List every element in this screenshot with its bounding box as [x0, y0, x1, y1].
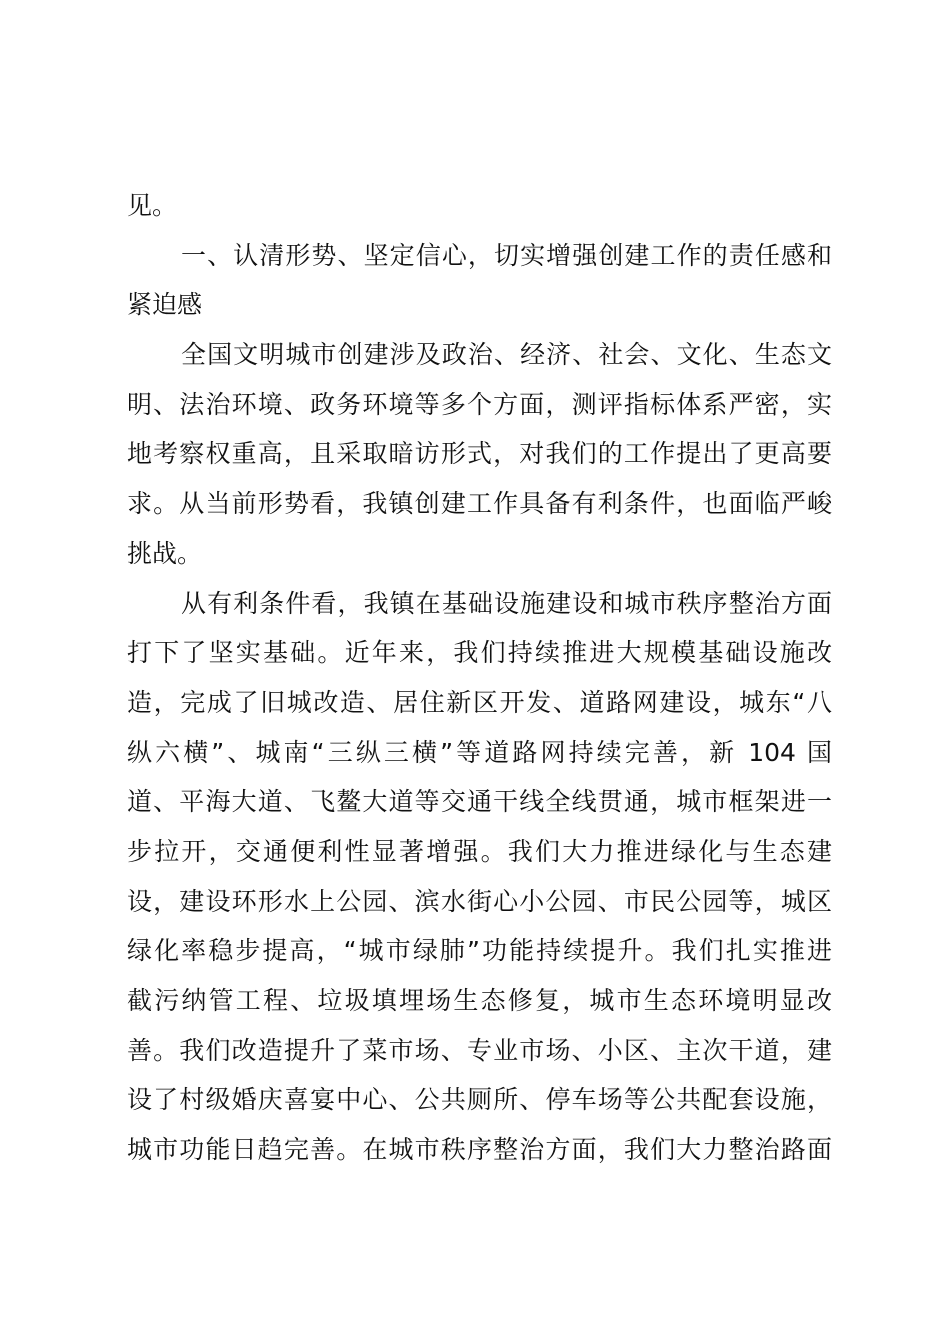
text-line: 善。我们改造提升了菜市场、专业市场、小区、主次干道，建 [127, 1035, 832, 1065]
text-line: 见。 [127, 191, 178, 220]
text-line: 明、法治环境、政务环境等多个方面，测评指标体系严密，实 [127, 389, 832, 419]
text-line: 设，建设环形水上公园、滨水街心小公园、市民公园等，城区 [127, 886, 832, 916]
text-line: 绿化率稳步提高，“城市绿肺”功能持续提升。我们扎实推进 [127, 936, 832, 966]
text-line: 步拉开，交通便利性显著增强。我们大力推进绿化与生态建 [127, 836, 832, 866]
text-line: 城市功能日趋完善。在城市秩序整治方面，我们大力整治路面 [127, 1135, 832, 1165]
paragraph-start: 全国文明城市创建涉及政治、经济、社会、文化、生态文 [181, 340, 832, 370]
section-heading: 一、认清形势、坚定信心，切实增强创建工作的责任感和 [181, 240, 832, 270]
text-line: 打下了坚实基础。近年来，我们持续推进大规模基础设施改 [127, 638, 832, 668]
text-line: 道、平海大道、飞鳌大道等交通干线全线贯通，城市框架进一 [127, 787, 832, 817]
text-line: 挑战。 [127, 538, 203, 568]
text-line: 截污纳管工程、垃圾填埋场生态修复，城市生态环境明显改 [127, 986, 832, 1015]
text-line: 纵六横”、城南“三纵三横”等道路网持续完善，新 104 国 [127, 737, 832, 767]
text-line: 地考察权重高，且采取暗访形式，对我们的工作提出了更高要 [127, 439, 832, 469]
text-line: 造，完成了旧城改造、居住新区开发、道路网建设，城东“八 [127, 687, 832, 717]
document-body [127, 181, 832, 1175]
text-line: 设了村级婚庆喜宴中心、公共厕所、停车场等公共配套设施， [127, 1085, 832, 1115]
text-line: 求。从当前形势看，我镇创建工作具备有利条件，也面临严峻 [127, 489, 832, 519]
paragraph-start: 从有利条件看，我镇在基础设施建设和城市秩序整治方面 [181, 588, 832, 618]
section-heading-continued: 紧迫感 [127, 290, 203, 320]
